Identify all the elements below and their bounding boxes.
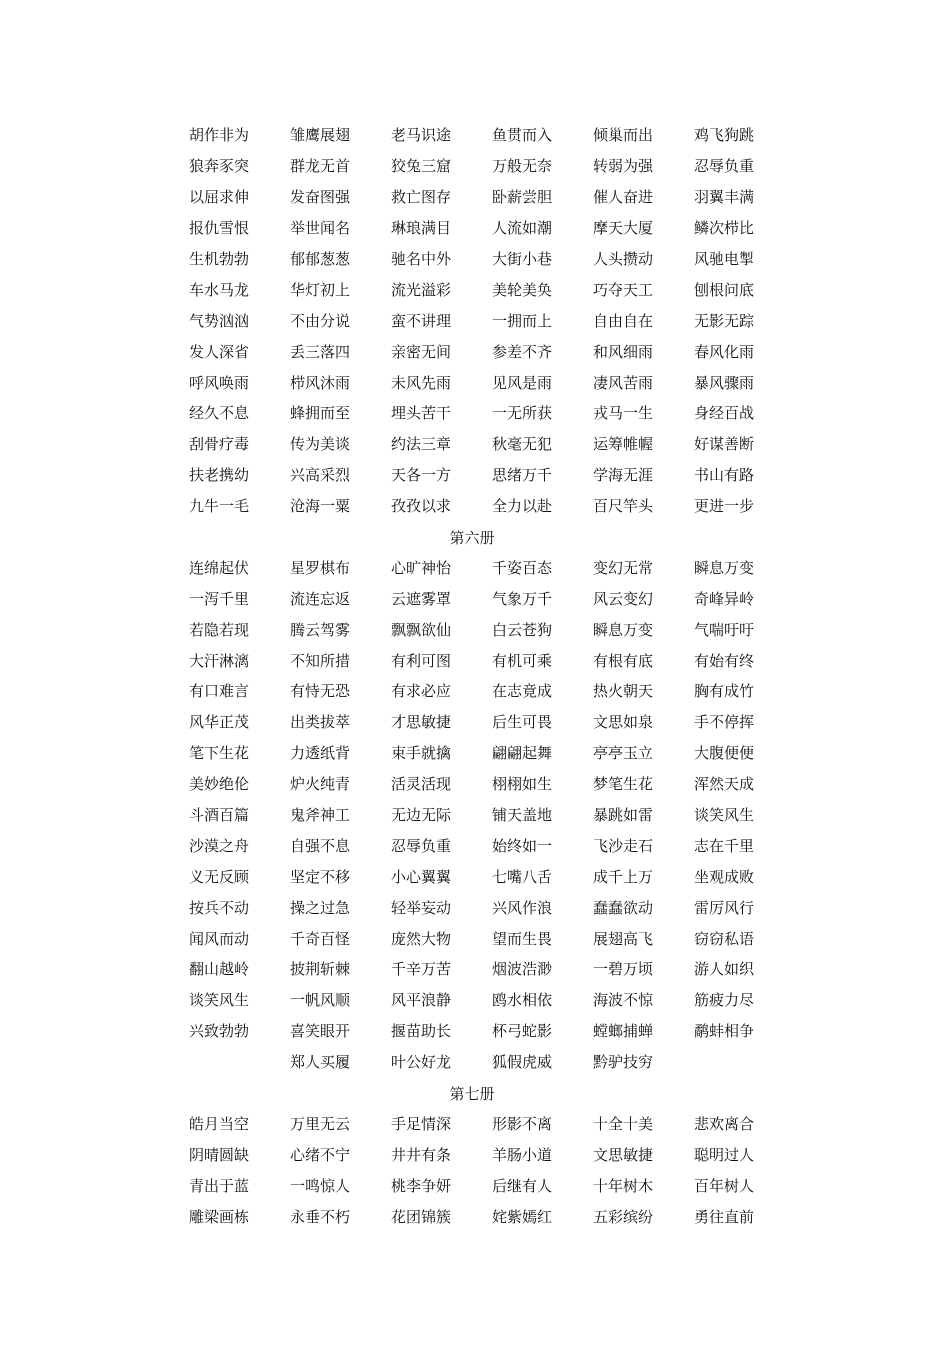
idiom-row: [189, 645, 809, 676]
idiom-cell: 力透纸背: [290, 744, 351, 763]
idiom-cell: 百年树人: [694, 1176, 755, 1195]
idiom-cell: 皓月当空: [189, 1114, 250, 1133]
idiom-cell: 不知所措: [290, 651, 351, 670]
idiom-cell: 坚定不移: [290, 867, 351, 886]
idiom-cell: 悲欢离合: [694, 1114, 755, 1133]
idiom-cell: 游人如织: [694, 960, 755, 979]
idiom-cell: 救亡图存: [391, 188, 452, 207]
idiom-row: [189, 985, 809, 1016]
idiom-cell: 笔下生花: [189, 744, 250, 763]
idiom-cell: 翻山越岭: [189, 960, 250, 979]
idiom-cell: 云遮雾罩: [391, 589, 452, 608]
idiom-cell: 蠢蠢欲动: [593, 898, 654, 917]
idiom-cell: 狼奔豕突: [189, 157, 250, 176]
idiom-cell: 凄风苦雨: [593, 373, 654, 392]
idiom-cell: 斗酒百篇: [189, 806, 250, 825]
idiom-cell: 铺天盖地: [492, 806, 553, 825]
idiom-cell: 巧夺天工: [593, 280, 654, 299]
idiom-cell: 白云苍狗: [492, 620, 553, 639]
idiom-cell: 雷厉风行: [694, 898, 755, 917]
idiom-cell: 蜂拥而至: [290, 404, 351, 423]
idiom-cell: 见风是雨: [492, 373, 553, 392]
idiom-cell: 热火朝天: [593, 682, 654, 701]
idiom-cell: 自由自在: [593, 311, 654, 330]
idiom-cell: 倾巢而出: [593, 126, 654, 145]
idiom-cell: 胸有成竹: [694, 682, 755, 701]
idiom-row: [189, 800, 809, 831]
idiom-cell: 运筹帷幄: [593, 435, 654, 454]
idiom-cell: 鳞次栉比: [694, 219, 755, 238]
idiom-cell: 沧海一粟: [290, 497, 351, 516]
idiom-cell: 闻风而动: [189, 929, 250, 948]
idiom-cell: 转弱为强: [593, 157, 654, 176]
idiom-cell: 发人深省: [189, 342, 250, 361]
idiom-cell: 气势汹汹: [189, 311, 250, 330]
idiom-cell: 思绪万千: [492, 466, 553, 485]
idiom-cell: 大汗淋漓: [189, 651, 250, 670]
idiom-row: [189, 861, 809, 892]
idiom-cell: 气喘吁吁: [694, 620, 755, 639]
idiom-cell: 报仇雪恨: [189, 219, 250, 238]
idiom-cell: 天各一方: [391, 466, 452, 485]
idiom-cell: 摩天大厦: [593, 219, 654, 238]
idiom-cell: 翩翩起舞: [492, 744, 553, 763]
idiom-row: [189, 429, 809, 460]
idiom-cell: 百尺竿头: [593, 497, 654, 516]
idiom-cell: 鸡飞狗跳: [694, 126, 755, 145]
idiom-cell: 轻举妄动: [391, 898, 452, 917]
idiom-cell: 黔驴技穷: [593, 1053, 654, 1072]
idiom-cell: 兴致勃勃: [189, 1022, 250, 1041]
idiom-cell: 飞沙走石: [593, 836, 654, 855]
idiom-row: [189, 1170, 809, 1201]
idiom-cell: 叶公好龙: [391, 1053, 452, 1072]
idiom-cell: 羊肠小道: [492, 1145, 553, 1164]
idiom-cell: 鸥水相依: [492, 991, 553, 1010]
idiom-cell: 流连忘返: [290, 589, 351, 608]
idiom-cell: 阴晴圆缺: [189, 1145, 250, 1164]
idiom-cell: 海波不惊: [593, 991, 654, 1010]
idiom-row: [189, 892, 809, 923]
idiom-cell: 美轮美奂: [492, 280, 553, 299]
idiom-cell: 鱼贯而入: [492, 126, 553, 145]
idiom-cell: 按兵不动: [189, 898, 250, 917]
idiom-cell: 未风先雨: [391, 373, 452, 392]
idiom-cell: 一帆风顺: [290, 991, 351, 1010]
idiom-cell: 七嘴八舌: [492, 867, 553, 886]
idiom-cell: 姹紫嫣红: [492, 1207, 553, 1226]
idiom-cell: 沙漠之舟: [189, 836, 250, 855]
idiom-cell: 在志竟成: [492, 682, 553, 701]
idiom-row: [189, 676, 809, 707]
idiom-cell: 聪明过人: [694, 1145, 755, 1164]
idiom-cell: 有机可乘: [492, 651, 553, 670]
idiom-cell: 窃窃私语: [694, 929, 755, 948]
idiom-cell: 井井有条: [391, 1145, 452, 1164]
idiom-cell: 驰名中外: [391, 250, 452, 268]
idiom-cell: 经久不息: [189, 404, 250, 423]
idiom-cell: 螳螂捕蝉: [593, 1022, 654, 1041]
idiom-cell: 一鸣惊人: [290, 1176, 351, 1195]
idiom-cell: 奇峰异岭: [694, 589, 755, 608]
idiom-cell: 文思如泉: [593, 713, 654, 732]
idiom-cell: 琳琅满目: [391, 219, 452, 238]
idiom-cell: 小心翼翼: [391, 867, 452, 886]
idiom-row: [189, 491, 809, 522]
idiom-cell: 兴高采烈: [290, 466, 351, 485]
idiom-cell: 举世闻名: [290, 219, 351, 238]
idiom-cell: 有根有底: [593, 651, 654, 670]
idiom-cell: 约法三章: [391, 435, 452, 454]
idiom-cell: 束手就擒: [391, 744, 452, 763]
idiom-cell: 浑然天成: [694, 775, 755, 794]
idiom-cell: 忍辱负重: [391, 836, 452, 855]
idiom-cell: 有利可图: [391, 651, 452, 670]
idiom-cell: 变幻无常: [593, 558, 654, 577]
idiom-cell: 人流如潮: [492, 219, 553, 238]
idiom-cell: 发奋图强: [290, 188, 351, 207]
idiom-row: [189, 583, 809, 614]
idiom-cell: 郁郁葱葱: [290, 250, 351, 268]
idiom-cell: 亲密无间: [391, 342, 452, 361]
idiom-cell: 飘飘欲仙: [391, 620, 452, 639]
idiom-cell: 才思敏捷: [391, 713, 452, 732]
idiom-row: [189, 707, 809, 738]
idiom-cell: 义无反顾: [189, 867, 250, 886]
idiom-cell: 羽翼丰满: [694, 188, 755, 207]
idiom-cell: 手不停挥: [694, 713, 755, 732]
idiom-cell: 好谋善断: [694, 435, 755, 454]
idiom-cell: 全力以赴: [492, 497, 553, 516]
idiom-cell: 自强不息: [290, 836, 351, 855]
idiom-cell: 出类拔萃: [290, 713, 351, 732]
idiom-row: [189, 923, 809, 954]
idiom-cell: 暴风骤雨: [694, 373, 755, 392]
idiom-row: [189, 398, 809, 429]
idiom-row: [189, 1139, 809, 1170]
idiom-cell: 蛮不讲理: [391, 311, 452, 330]
idiom-cell: 狡兔三窟: [391, 157, 452, 176]
idiom-cell: 十全十美: [593, 1114, 654, 1133]
idiom-cell: 烟波浩渺: [492, 960, 553, 979]
idiom-cell: 无影无踪: [694, 311, 755, 330]
idiom-cell: 孜孜以求: [391, 497, 452, 516]
idiom-cell: 始终如一: [492, 836, 553, 855]
idiom-row: [189, 151, 809, 182]
idiom-cell: 万般无奈: [492, 157, 553, 176]
idiom-document: [189, 120, 809, 1232]
idiom-row: [189, 460, 809, 491]
idiom-row: [189, 552, 809, 583]
idiom-cell: 秋毫无犯: [492, 435, 553, 454]
idiom-cell: 活灵活现: [391, 775, 452, 794]
idiom-row: [189, 305, 809, 336]
idiom-cell: 呼风唤雨: [189, 373, 250, 392]
idiom-cell: 忍辱负重: [694, 157, 755, 176]
idiom-cell: 美妙绝伦: [189, 775, 250, 794]
idiom-cell: 人头攒动: [593, 250, 654, 268]
idiom-row: [189, 614, 809, 645]
idiom-row: [189, 1201, 809, 1232]
idiom-cell: 鬼斧神工: [290, 806, 351, 825]
idiom-cell: 栉风沐雨: [290, 373, 351, 392]
idiom-cell: 身经百战: [694, 404, 755, 423]
idiom-cell: 庞然大物: [391, 929, 452, 948]
idiom-cell: 不由分说: [290, 311, 351, 330]
idiom-cell: 杯弓蛇影: [492, 1022, 553, 1041]
idiom-row: [189, 769, 809, 800]
idiom-cell: 戎马一生: [593, 404, 654, 423]
idiom-row: [189, 1016, 809, 1047]
idiom-cell: 胡作非为: [189, 126, 250, 145]
idiom-cell: 风平浪静: [391, 991, 452, 1010]
idiom-cell: 披荆斩棘: [290, 960, 351, 979]
idiom-cell: 风云变幻: [593, 589, 654, 608]
idiom-cell: 有恃无恐: [290, 682, 351, 701]
idiom-cell: 若隐若现: [189, 620, 250, 639]
idiom-cell: 青出于蓝: [189, 1176, 250, 1195]
idiom-cell: 有求必应: [391, 682, 452, 701]
section-heading: 第六册: [449, 528, 495, 547]
idiom-cell: 气象万千: [492, 589, 553, 608]
idiom-cell: 谈笑风生: [189, 991, 250, 1010]
idiom-cell: 星罗棋布: [290, 558, 351, 577]
idiom-row: [189, 274, 809, 305]
idiom-cell: 后生可畏: [492, 713, 553, 732]
idiom-cell: 谈笑风生: [694, 806, 755, 825]
idiom-cell: 千奇百怪: [290, 929, 351, 948]
idiom-row: [189, 367, 809, 398]
idiom-cell: 暴跳如雷: [593, 806, 654, 825]
idiom-cell: 心绪不宁: [290, 1145, 351, 1164]
idiom-cell: 以屈求伸: [189, 188, 250, 207]
idiom-cell: 五彩缤纷: [593, 1207, 654, 1226]
idiom-cell: 春风化雨: [694, 342, 755, 361]
idiom-cell: 桃李争妍: [391, 1176, 452, 1195]
idiom-cell: 九牛一毛: [189, 497, 250, 516]
idiom-cell: 喜笑眼开: [290, 1022, 351, 1041]
idiom-cell: 千姿百态: [492, 558, 553, 577]
idiom-row: [189, 120, 809, 151]
idiom-cell: 筋疲力尽: [694, 991, 755, 1010]
idiom-cell: 催人奋进: [593, 188, 654, 207]
idiom-row: [189, 182, 809, 213]
idiom-cell: 参差不齐: [492, 342, 553, 361]
idiom-cell: 老马识途: [391, 126, 452, 145]
idiom-cell: 炉火纯青: [290, 775, 351, 794]
idiom-cell: 华灯初上: [290, 280, 351, 299]
idiom-cell: 后继有人: [492, 1176, 553, 1195]
idiom-cell: 有始有终: [694, 651, 755, 670]
idiom-cell: 望而生畏: [492, 929, 553, 948]
idiom-cell: 一泻千里: [189, 589, 250, 608]
idiom-cell: 刨根问底: [694, 280, 755, 299]
idiom-row: [189, 244, 809, 275]
idiom-cell: 扶老携幼: [189, 466, 250, 485]
idiom-cell: 亭亭玉立: [593, 744, 654, 763]
idiom-cell: 十年树木: [593, 1176, 654, 1195]
idiom-row: [189, 1047, 809, 1078]
idiom-cell: 有口难言: [189, 682, 250, 701]
idiom-cell: 一拥而上: [492, 311, 553, 330]
idiom-cell: 学海无涯: [593, 466, 654, 485]
idiom-cell: 大街小巷: [492, 250, 553, 268]
idiom-cell: 刮骨疗毒: [189, 435, 250, 454]
idiom-cell: 流光溢彩: [391, 280, 452, 299]
idiom-row: [189, 213, 809, 244]
idiom-cell: 更进一步: [694, 497, 755, 516]
idiom-cell: 丢三落四: [290, 342, 351, 361]
idiom-row: [189, 954, 809, 985]
idiom-cell: 雏鹰展翅: [290, 126, 351, 145]
idiom-cell: 文思敏捷: [593, 1145, 654, 1164]
idiom-cell: 永垂不朽: [290, 1207, 351, 1226]
idiom-cell: 郑人买履: [290, 1053, 351, 1072]
idiom-cell: 一碧万顷: [593, 960, 654, 979]
idiom-cell: 狐假虎威: [492, 1053, 553, 1072]
idiom-cell: 志在千里: [694, 836, 755, 855]
idiom-cell: 鹬蚌相争: [694, 1022, 755, 1041]
idiom-cell: 成千上万: [593, 867, 654, 886]
idiom-cell: 风华正茂: [189, 713, 250, 732]
idiom-cell: 坐观成败: [694, 867, 755, 886]
idiom-cell: 腾云驾雾: [290, 620, 351, 639]
idiom-cell: 万里无云: [290, 1114, 351, 1133]
idiom-cell: 栩栩如生: [492, 775, 553, 794]
idiom-cell: 心旷神怡: [391, 558, 452, 577]
idiom-cell: 兴风作浪: [492, 898, 553, 917]
idiom-cell: 埋头苦干: [391, 404, 452, 423]
idiom-cell: 梦笔生花: [593, 775, 654, 794]
idiom-cell: 瞬息万变: [593, 620, 654, 639]
idiom-cell: 雕梁画栋: [189, 1207, 250, 1226]
idiom-cell: 勇往直前: [694, 1207, 755, 1226]
idiom-cell: 卧薪尝胆: [492, 188, 553, 207]
idiom-cell: 无边无际: [391, 806, 452, 825]
idiom-cell: 传为美谈: [290, 435, 351, 454]
idiom-cell: 连绵起伏: [189, 558, 250, 577]
idiom-cell: 操之过急: [290, 898, 351, 917]
section-heading: 第七册: [449, 1084, 495, 1103]
idiom-cell: 展翅高飞: [593, 929, 654, 948]
idiom-cell: 形影不离: [492, 1114, 553, 1133]
idiom-cell: 手足情深: [391, 1114, 452, 1133]
idiom-row: [189, 336, 809, 367]
idiom-cell: 书山有路: [694, 466, 755, 485]
idiom-row: [189, 830, 809, 861]
idiom-cell: 和风细雨: [593, 342, 654, 361]
idiom-cell: 揠苗助长: [391, 1022, 452, 1041]
idiom-cell: 群龙无首: [290, 157, 351, 176]
idiom-row: [189, 738, 809, 769]
idiom-cell: 千辛万苦: [391, 960, 452, 979]
idiom-cell: 花团锦簇: [391, 1207, 452, 1226]
idiom-cell: 一无所获: [492, 404, 553, 423]
idiom-cell: 车水马龙: [189, 280, 250, 299]
idiom-cell: 大腹便便: [694, 744, 755, 763]
idiom-cell: 瞬息万变: [694, 558, 755, 577]
idiom-row: [189, 1109, 809, 1140]
idiom-cell: 生机勃勃: [189, 250, 250, 268]
idiom-cell: 风驰电掣: [694, 250, 755, 268]
